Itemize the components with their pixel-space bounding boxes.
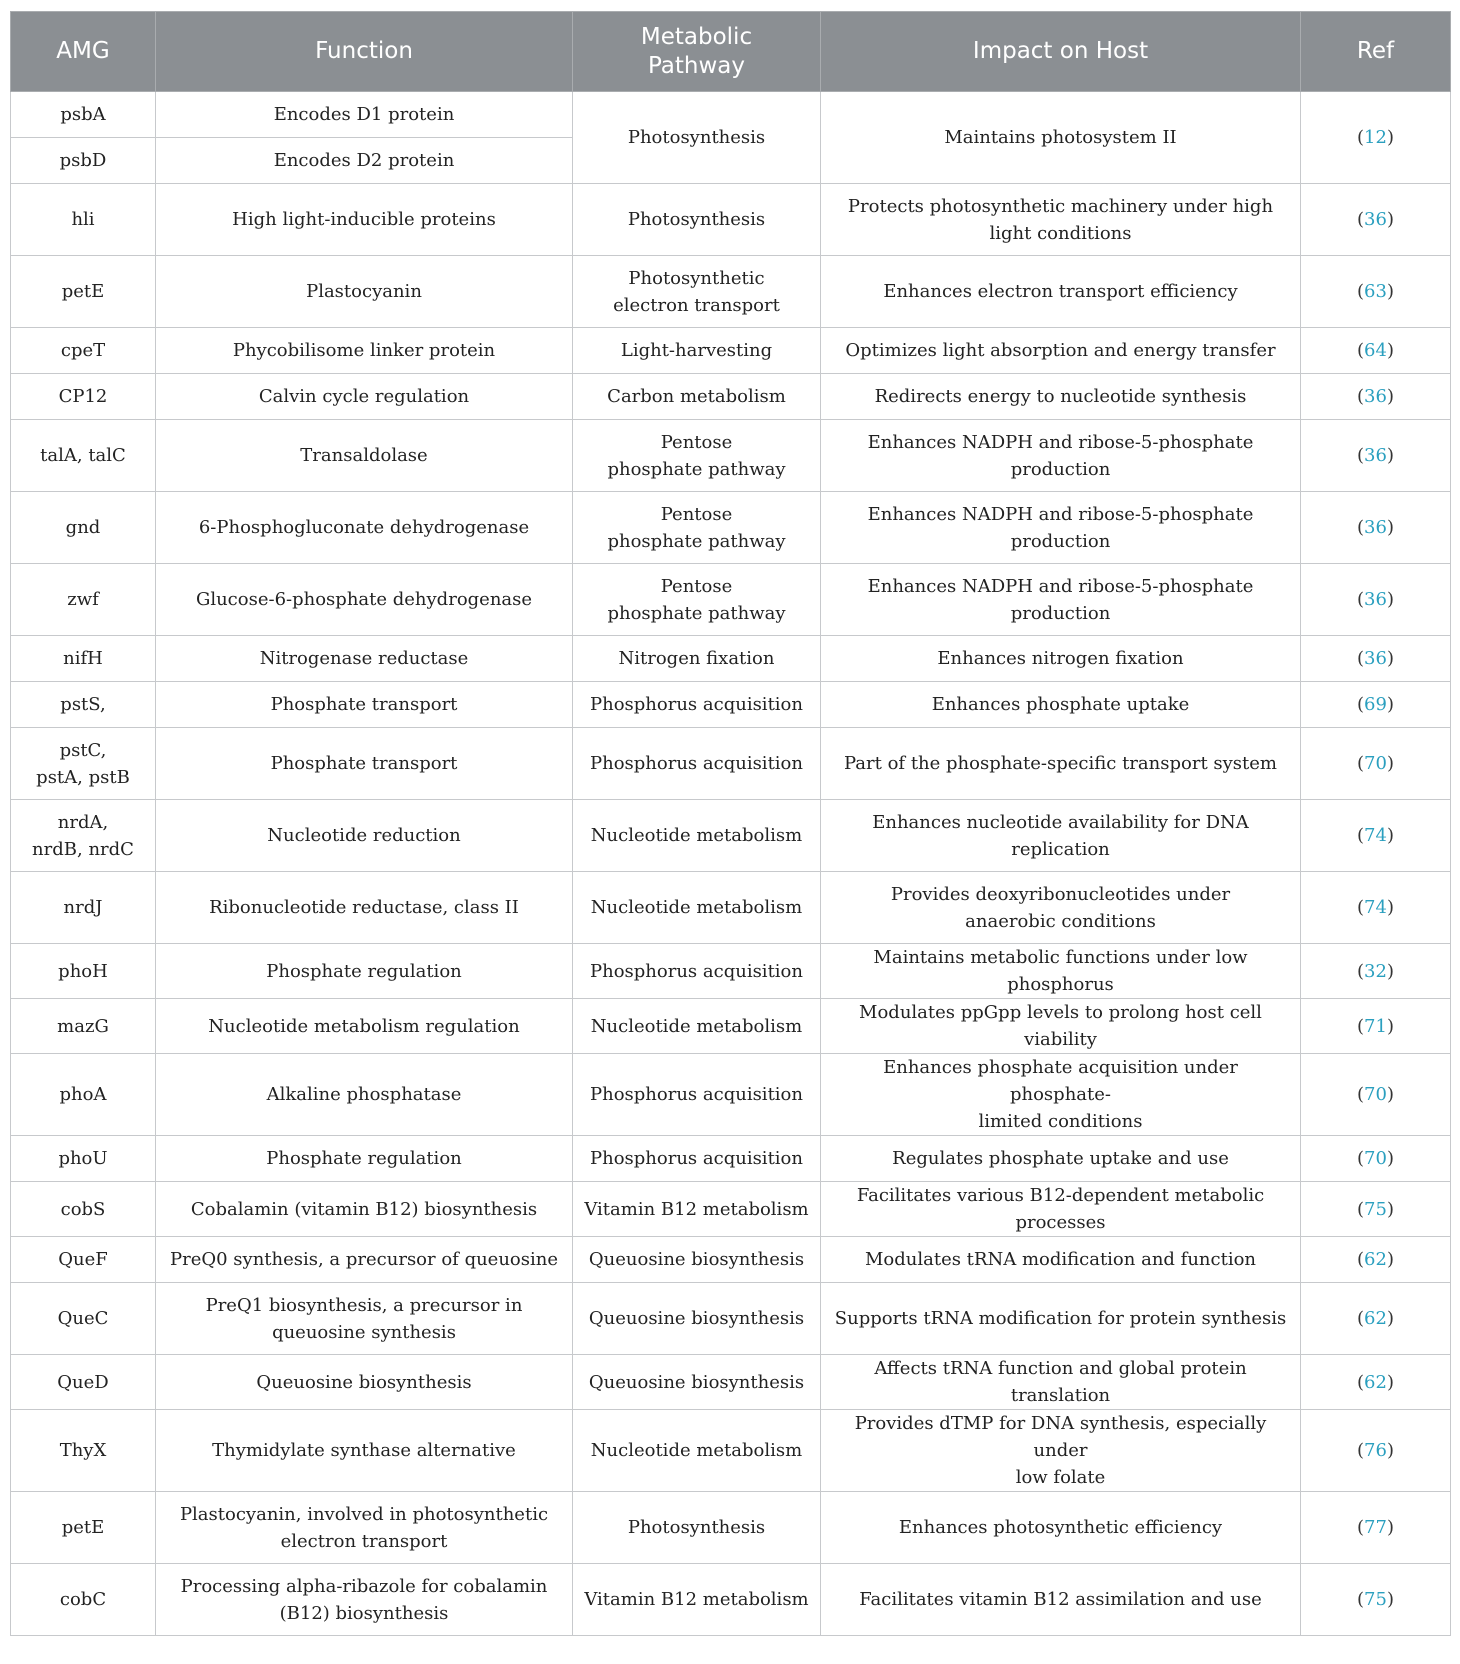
table-body [11,92,1451,1636]
cell-function: Nitrogenase reductase [156,636,573,682]
cell-function: Phycobilisome linker protein [156,328,573,374]
reference-link[interactable]: 36 [1364,209,1387,230]
cell-text-line: low folate [1015,1467,1106,1488]
cell-pathway: Nucleotide metabolism [573,1410,821,1492]
cell-text-line: Photosynthetic [628,267,765,289]
cell-pathway [573,492,821,564]
cell-function: Encodes D1 protein [156,92,573,138]
cell-function: High light-inducible proteins [156,184,573,256]
cell-impact: Maintains metabolic functions under low phosphorus [821,944,1301,999]
cell-function: Plastocyanin [156,256,573,328]
cell-amg: zwf [11,564,156,636]
cell-text-line: queuosine synthesis [272,1321,456,1343]
cell-text-line: light conditions [989,222,1132,244]
cell-ref[interactable]: (12) [1301,92,1451,184]
table-row [11,1136,1451,1182]
cell-amg: talA, talC [11,420,156,492]
reference-link[interactable]: 70 [1364,753,1387,774]
cell-impact: Modulates tRNA modification and function [821,1237,1301,1283]
cell-impact [821,872,1301,944]
cell-text-line: electron transport [280,1530,448,1552]
cell-text-line: pstA, pstB [36,766,130,788]
cell-pathway: Queuosine biosynthesis [573,1283,821,1355]
table-row [11,800,1451,872]
cell-ref[interactable]: (62) [1301,1237,1451,1283]
cell-ref[interactable]: (36) [1301,564,1451,636]
cell-impact: Facilitates vitamin B12 assimilation and use [821,1564,1301,1636]
reference-link[interactable]: 70 [1364,1084,1387,1105]
cell-pathway: Phosphorus acquisition [573,728,821,800]
cell-pathway [573,256,821,328]
cell-impact: Redirects energy to nucleotide synthesis [821,374,1301,420]
table-row [11,872,1451,944]
cell-ref[interactable]: (32) [1301,944,1451,999]
cell-amg [11,728,156,800]
cell-ref[interactable]: (36) [1301,184,1451,256]
cell-ref[interactable]: (74) [1301,800,1451,872]
cell-impact: Part of the phosphate-specific transport system [821,728,1301,800]
cell-text-line: Protects photosynthetic machinery under high [847,195,1274,217]
reference-link[interactable]: 76 [1364,1440,1387,1461]
header-amg: AMG [11,12,156,92]
cell-text-line: phosphate pathway [607,530,786,552]
table-row [11,374,1451,420]
cell-pathway: Nucleotide metabolism [573,800,821,872]
cell-ref[interactable]: (70) [1301,728,1451,800]
cell-impact: Enhances nucleotide availability for DNA replication [821,800,1301,872]
cell-ref[interactable]: (75) [1301,1182,1451,1237]
cell-amg: mazG [11,999,156,1054]
reference-link[interactable]: 75 [1364,1198,1387,1220]
cell-impact: Affects tRNA function and global protein translation [821,1355,1301,1410]
cell-function: Glucose-6-phosphate dehydrogenase [156,564,573,636]
cell-impact: Supports tRNA modification for protein synthesis [821,1283,1301,1355]
table-row [11,728,1451,800]
table-row [11,1054,1451,1136]
cell-text-line: (B12) biosynthesis [279,1602,449,1624]
cell-amg: pstS, [11,682,156,728]
cell-function: Phosphate transport [156,728,573,800]
cell-ref[interactable]: (64) [1301,328,1451,374]
table-row [11,328,1451,374]
cell-impact: Regulates phosphate uptake and use [821,1136,1301,1182]
cell-pathway: Light-harvesting [573,328,821,374]
reference-link[interactable]: 75 [1364,1589,1387,1610]
cell-ref[interactable]: (36) [1301,636,1451,682]
header-pathway [573,12,821,92]
reference-link[interactable]: 62 [1364,1371,1387,1393]
cell-function: Thymidylate synthase alternative [156,1410,573,1492]
cell-amg: gnd [11,492,156,564]
cell-amg: cobC [11,1564,156,1636]
cell-impact: Maintains photosystem II [821,92,1301,184]
cell-impact: Enhances NADPH and ribose-5-phosphate production [821,564,1301,636]
table-container [10,11,1450,1636]
cell-ref[interactable]: (36) [1301,374,1451,420]
cell-pathway [573,420,821,492]
table-row [11,636,1451,682]
cell-text-line: pstC, [59,739,107,761]
cell-amg: QueF [11,1237,156,1283]
cell-impact: Enhances electron transport efficiency [821,256,1301,328]
table-row [11,1410,1451,1492]
cell-ref[interactable]: (71) [1301,999,1451,1054]
table-row [11,1355,1451,1410]
cell-impact: Optimizes light absorption and energy transfer [821,328,1301,374]
cell-pathway: Carbon metabolism [573,374,821,420]
table-row [11,999,1451,1054]
cell-function [156,1492,573,1564]
cell-impact: Facilitates various B12-dependent metabolic processes [821,1182,1301,1237]
cell-text-line: Pentose [660,431,733,453]
table-row [11,184,1451,256]
cell-pathway: Queuosine biosynthesis [573,1237,821,1283]
table-row [11,1237,1451,1283]
cell-amg: ThyX [11,1410,156,1492]
cell-amg: phoH [11,944,156,999]
cell-function: Phosphate regulation [156,944,573,999]
reference-link[interactable]: 36 [1364,589,1387,610]
cell-amg: nrdJ [11,872,156,944]
reference-link[interactable]: 74 [1364,825,1387,846]
cell-text-line: Pentose [660,503,733,525]
cell-amg: hli [11,184,156,256]
cell-text-line: Enhances phosphate acquisition under phosphate- [883,1057,1238,1105]
cell-impact: Enhances nitrogen fixation [821,636,1301,682]
cell-function: Encodes D2 protein [156,138,573,184]
cell-amg [11,800,156,872]
cell-text-line: nrdB, nrdC [32,838,134,860]
cell-pathway: Photosynthesis [573,92,821,184]
reference-link[interactable]: 71 [1364,1015,1387,1037]
cell-function: PreQ0 synthesis, a precursor of queuosine [156,1237,573,1283]
reference-link[interactable]: 69 [1364,694,1387,715]
cell-function: 6-Phosphogluconate dehydrogenase [156,492,573,564]
cell-amg: cobS [11,1182,156,1237]
cell-pathway: Photosynthesis [573,184,821,256]
header-pathway-line2: Pathway [647,52,746,79]
cell-text-line: limited conditions [978,1111,1143,1132]
cell-text-line: phosphate pathway [607,602,786,624]
cell-pathway: Phosphorus acquisition [573,1136,821,1182]
cell-ref[interactable]: (63) [1301,256,1451,328]
cell-function: Cobalamin (vitamin B12) biosynthesis [156,1182,573,1237]
cell-pathway: Nucleotide metabolism [573,872,821,944]
reference-link[interactable]: 32 [1364,960,1387,982]
cell-ref[interactable]: (75) [1301,1564,1451,1636]
header-function: Function [156,12,573,92]
header-pathway-line1: Metabolic [640,23,753,50]
cell-impact: Enhances NADPH and ribose-5-phosphate production [821,420,1301,492]
cell-ref[interactable]: (62) [1301,1355,1451,1410]
cell-function: Transaldolase [156,420,573,492]
cell-ref[interactable]: (76) [1301,1410,1451,1492]
reference-link[interactable]: 74 [1364,897,1387,918]
cell-pathway: Vitamin B12 metabolism [573,1564,821,1636]
cell-amg: cpeT [11,328,156,374]
cell-ref[interactable]: (77) [1301,1492,1451,1564]
cell-ref[interactable]: (36) [1301,420,1451,492]
cell-text-line: Pentose [660,575,733,597]
table-row [11,492,1451,564]
table-row [11,256,1451,328]
reference-link[interactable]: 64 [1364,340,1387,361]
table-row [11,92,1451,138]
cell-impact [821,184,1301,256]
cell-impact [821,1410,1301,1492]
cell-text-line: anaerobic conditions [965,910,1156,932]
cell-amg: phoU [11,1136,156,1182]
cell-function: Alkaline phosphatase [156,1054,573,1136]
cell-amg: petE [11,256,156,328]
table-row [11,1492,1451,1564]
cell-impact: Enhances phosphate uptake [821,682,1301,728]
cell-pathway: Vitamin B12 metabolism [573,1182,821,1237]
reference-link[interactable]: 70 [1364,1148,1387,1169]
cell-pathway: Phosphorus acquisition [573,1054,821,1136]
cell-amg: phoA [11,1054,156,1136]
cell-function: Calvin cycle regulation [156,374,573,420]
cell-function: Phosphate regulation [156,1136,573,1182]
cell-ref[interactable]: (62) [1301,1283,1451,1355]
cell-function: Ribonucleotide reductase, class II [156,872,573,944]
cell-pathway [573,564,821,636]
cell-amg: nifH [11,636,156,682]
reference-link[interactable]: 62 [1364,1308,1387,1329]
table-row [11,944,1451,999]
reference-link[interactable]: 77 [1364,1517,1387,1538]
cell-amg: psbA [11,92,156,138]
header-row [11,12,1451,92]
cell-ref[interactable]: (70) [1301,1136,1451,1182]
reference-link[interactable]: 62 [1364,1249,1387,1270]
cell-function: Nucleotide metabolism regulation [156,999,573,1054]
cell-text-line: Processing alpha-ribazole for cobalamin [180,1575,548,1597]
reference-link[interactable]: 36 [1364,386,1387,407]
reference-link[interactable]: 36 [1364,648,1387,669]
cell-ref[interactable]: (74) [1301,872,1451,944]
table-row [11,564,1451,636]
cell-impact: Enhances photosynthetic efficiency [821,1492,1301,1564]
reference-link[interactable]: 63 [1364,281,1387,302]
reference-link[interactable]: 12 [1364,127,1387,148]
table-row [11,682,1451,728]
cell-text-line: Provides dTMP for DNA synthesis, especially under [854,1413,1267,1461]
cell-text-line: nrdA, [57,811,109,833]
cell-impact [821,1054,1301,1136]
cell-function [156,1564,573,1636]
cell-pathway: Nitrogen fixation [573,636,821,682]
table-row [11,1182,1451,1237]
cell-impact: Enhances NADPH and ribose-5-phosphate production [821,492,1301,564]
table-row [11,420,1451,492]
cell-amg: petE [11,1492,156,1564]
cell-function: Phosphate transport [156,682,573,728]
header-ref: Ref [1301,12,1451,92]
cell-pathway: Photosynthesis [573,1492,821,1564]
cell-text-line: electron transport [613,294,780,316]
cell-amg: QueD [11,1355,156,1410]
cell-pathway: Queuosine biosynthesis [573,1355,821,1410]
cell-text-line: Provides deoxyribonucleotides under [890,883,1231,905]
table-row [11,1283,1451,1355]
cell-pathway: Nucleotide metabolism [573,999,821,1054]
reference-link[interactable]: 36 [1364,517,1387,538]
cell-text-line: Plastocyanin, involved in photosynthetic [179,1503,549,1525]
cell-function [156,1283,573,1355]
cell-function: Queuosine biosynthesis [156,1355,573,1410]
cell-pathway: Phosphorus acquisition [573,682,821,728]
cell-amg: CP12 [11,374,156,420]
cell-amg: psbD [11,138,156,184]
cell-ref[interactable]: (70) [1301,1054,1451,1136]
cell-amg: QueC [11,1283,156,1355]
header-impact: Impact on Host [821,12,1301,92]
cell-text-line: PreQ1 biosynthesis, a precursor in [205,1294,523,1316]
cell-text-line: phosphate pathway [607,458,786,480]
cell-function: Nucleotide reduction [156,800,573,872]
reference-link[interactable]: 36 [1364,445,1387,466]
cell-impact: Modulates ppGpp levels to prolong host cell viability [821,999,1301,1054]
cell-pathway: Phosphorus acquisition [573,944,821,999]
table-row [11,1564,1451,1636]
cell-ref[interactable]: (36) [1301,492,1451,564]
amg-table [10,11,1451,1636]
cell-ref[interactable]: (69) [1301,682,1451,728]
